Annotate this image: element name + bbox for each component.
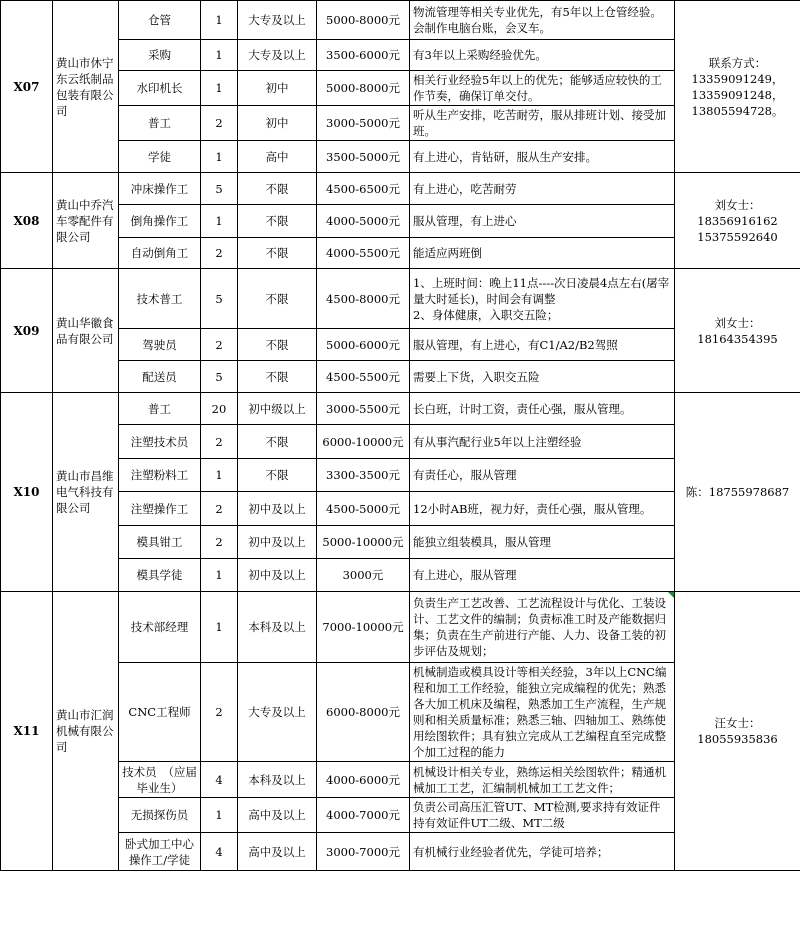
job-requirements: 有3年以上采购经验优先。 — [410, 40, 675, 71]
position-title: 卧式加工中心操作工/学徒 — [119, 833, 201, 871]
salary-range: 5000-10000元 — [317, 526, 410, 559]
salary-range: 6000-8000元 — [317, 663, 410, 762]
contact-line: 15375592640 — [697, 229, 778, 244]
education-requirement: 初中 — [238, 106, 317, 141]
headcount: 2 — [201, 526, 238, 559]
position-title: 无损探伤员 — [119, 798, 201, 833]
job-requirements: 有上进心，吃苦耐劳 — [410, 173, 675, 205]
contact-line: 13359091248， — [691, 87, 784, 102]
job-requirements: 12小时AB班，视力好，责任心强，服从管理。 — [410, 492, 675, 526]
salary-range: 7000-10000元 — [317, 592, 410, 663]
salary-range: 4000-7000元 — [317, 798, 410, 833]
company-code: X07 — [1, 1, 53, 173]
headcount: 1 — [201, 559, 238, 592]
education-requirement: 大专及以上 — [238, 663, 317, 762]
education-requirement: 高中及以上 — [238, 798, 317, 833]
position-title: 技术普工 — [119, 269, 201, 329]
contact-info — [675, 393, 800, 592]
education-requirement: 大专及以上 — [238, 40, 317, 71]
job-requirements: 能独立组装模具，服从管理 — [410, 526, 675, 559]
salary-range: 3500-5000元 — [317, 141, 410, 173]
education-requirement: 不限 — [238, 205, 317, 238]
headcount: 2 — [201, 329, 238, 361]
company-code: X10 — [1, 393, 53, 592]
salary-range: 3000-7000元 — [317, 833, 410, 871]
headcount: 2 — [201, 425, 238, 459]
headcount: 1 — [201, 205, 238, 238]
contact-line: 汪女士：18055935836 — [697, 716, 778, 746]
education-requirement: 不限 — [238, 238, 317, 269]
position-title: 模具钳工 — [119, 526, 201, 559]
salary-range: 4500-5500元 — [317, 361, 410, 393]
position-title: 仓管 — [119, 1, 201, 40]
position-title: 普工 — [119, 106, 201, 141]
headcount: 20 — [201, 393, 238, 425]
headcount: 1 — [201, 141, 238, 173]
table-row — [1, 173, 800, 205]
company-code: X08 — [1, 173, 53, 269]
position-title: 注塑操作工 — [119, 492, 201, 526]
cell-comment-marker-icon — [668, 592, 674, 598]
contact-line: 联系方式： — [708, 55, 767, 70]
contact-line: 13805594728。 — [691, 103, 784, 118]
salary-range: 4000-5000元 — [317, 205, 410, 238]
education-requirement: 本科及以上 — [238, 592, 317, 663]
contact-info — [675, 173, 800, 269]
headcount: 4 — [201, 762, 238, 798]
education-requirement: 不限 — [238, 269, 317, 329]
contact-line: 刘女士：18356916162 — [697, 197, 778, 228]
company-name: 黄山华徽食品有限公司 — [53, 269, 119, 393]
job-requirements: 机械制造或模具设计等相关经验，3年以上CNC编程和加工工作经验，能独立完成编程的优先；熟悉各大加工机床及编程，熟悉加工生产流程，生产规则和相关质量标准；熟悉三轴、四轴加工、熟练使用绘图软件；具有独立完成从工艺编程直至完成整个加工过程的能力 — [410, 663, 675, 762]
salary-range: 4000-5500元 — [317, 238, 410, 269]
contact-info — [675, 269, 800, 393]
salary-range: 4000-6000元 — [317, 762, 410, 798]
position-title: 技术员 （应届毕业生） — [119, 762, 201, 798]
position-title: 倒角操作工 — [119, 205, 201, 238]
headcount: 5 — [201, 361, 238, 393]
education-requirement: 高中及以上 — [238, 833, 317, 871]
salary-range: 3000-5500元 — [317, 393, 410, 425]
job-requirements: 听从生产安排，吃苦耐劳，服从排班计划、接受加班。 — [410, 106, 675, 141]
education-requirement: 初中 — [238, 71, 317, 106]
education-requirement: 不限 — [238, 361, 317, 393]
job-requirements: 相关行业经验5年以上的优先；能够适应较快的工作节奏，确保订单交付。 — [410, 71, 675, 106]
education-requirement: 高中 — [238, 141, 317, 173]
company-code: X11 — [1, 592, 53, 871]
contact-line: 13359091249， — [691, 71, 784, 86]
education-requirement: 初中及以上 — [238, 526, 317, 559]
job-requirements: 有上进心，服从管理 — [410, 559, 675, 592]
table-row — [1, 592, 800, 663]
education-requirement: 初中及以上 — [238, 559, 317, 592]
headcount: 1 — [201, 798, 238, 833]
job-requirements: 负责公司高压汇管UT、MT检测,要求持有效证件持有效证件UT二级、MT二级 — [410, 798, 675, 833]
headcount: 1 — [201, 71, 238, 106]
position-title: 模具学徒 — [119, 559, 201, 592]
position-title: 采购 — [119, 40, 201, 71]
salary-range: 3500-6000元 — [317, 40, 410, 71]
salary-range: 3000-5000元 — [317, 106, 410, 141]
job-requirements: 服从管理，有上进心，有C1/A2/B2驾照 — [410, 329, 675, 361]
company-name: 黄山市休宁东云纸制品包装有限公司 — [53, 1, 119, 173]
position-title: 冲床操作工 — [119, 173, 201, 205]
job-requirements: 有上进心，肯钻研，服从生产安排。 — [410, 141, 675, 173]
table-row — [1, 269, 800, 329]
contact-line: 陈：18755978687 — [685, 485, 790, 499]
job-requirements: 能适应两班倒 — [410, 238, 675, 269]
education-requirement: 不限 — [238, 459, 317, 492]
company-code: X09 — [1, 269, 53, 393]
salary-range: 5000-8000元 — [317, 71, 410, 106]
position-title: 注塑粉料工 — [119, 459, 201, 492]
headcount: 5 — [201, 269, 238, 329]
headcount: 2 — [201, 238, 238, 269]
headcount: 2 — [201, 663, 238, 762]
company-name: 黄山中乔汽车零配件有限公司 — [53, 173, 119, 269]
job-requirements: 服从管理，有上进心 — [410, 205, 675, 238]
salary-range: 4500-5000元 — [317, 492, 410, 526]
job-requirements: 物流管理等相关专业优先，有5年以上仓管经验。会制作电脑台账，会叉车。 — [410, 1, 675, 40]
job-requirements: 需要上下货，入职交五险 — [410, 361, 675, 393]
company-name: 黄山市昌维电气科技有限公司 — [53, 393, 119, 592]
position-title: 学徒 — [119, 141, 201, 173]
headcount: 1 — [201, 459, 238, 492]
job-requirements: 长白班，计时工资，责任心强，服从管理。 — [410, 393, 675, 425]
position-title: 水印机长 — [119, 71, 201, 106]
position-title: 注塑技术员 — [119, 425, 201, 459]
contact-info — [675, 1, 800, 173]
salary-range: 5000-6000元 — [317, 329, 410, 361]
position-title: CNC工程师 — [119, 663, 201, 762]
headcount: 2 — [201, 492, 238, 526]
job-requirements: 有从事汽配行业5年以上注塑经验 — [410, 425, 675, 459]
headcount: 1 — [201, 592, 238, 663]
job-requirements: 1、上班时间：晚上11点----次日凌晨4点左右(屠宰量大时延长)，时间会有调整 2、身体健康，入职交五险； — [410, 269, 675, 329]
job-requirements: 有责任心，服从管理 — [410, 459, 675, 492]
job-requirements: 机械设计相关专业，熟练运相关绘图软件；精通机械加工工艺，汇编制机械加工工艺文件； — [410, 762, 675, 798]
position-title: 驾驶员 — [119, 329, 201, 361]
education-requirement: 不限 — [238, 173, 317, 205]
headcount: 5 — [201, 173, 238, 205]
salary-range: 3000元 — [317, 559, 410, 592]
position-title: 自动倒角工 — [119, 238, 201, 269]
contact-line: 刘女士：18164354395 — [697, 315, 778, 346]
education-requirement: 初中及以上 — [238, 492, 317, 526]
headcount: 1 — [201, 1, 238, 40]
table-row — [1, 393, 800, 425]
salary-range: 5000-8000元 — [317, 1, 410, 40]
company-name: 黄山市汇润机械有限公司 — [53, 592, 119, 871]
education-requirement: 初中级以上 — [238, 393, 317, 425]
position-title: 技术部经理 — [119, 592, 201, 663]
position-title: 普工 — [119, 393, 201, 425]
job-listings-body — [1, 1, 800, 871]
salary-range: 4500-6500元 — [317, 173, 410, 205]
salary-range: 3300-3500元 — [317, 459, 410, 492]
education-requirement: 不限 — [238, 425, 317, 459]
salary-range: 6000-10000元 — [317, 425, 410, 459]
headcount: 4 — [201, 833, 238, 871]
job-requirements: 负责生产工艺改善、工艺流程设计与优化、工装设计、工艺文件的编制；负责标准工时及产能数据归集；负责在生产前进行产能、人力、设备工装的初步评估及规划； — [410, 592, 675, 663]
education-requirement: 本科及以上 — [238, 762, 317, 798]
headcount: 2 — [201, 106, 238, 141]
headcount: 1 — [201, 40, 238, 71]
table-row — [1, 1, 800, 40]
salary-range: 4500-8000元 — [317, 269, 410, 329]
education-requirement: 大专及以上 — [238, 1, 317, 40]
job-requirements: 有机械行业经验者优先，学徒可培养； — [410, 833, 675, 871]
education-requirement: 不限 — [238, 329, 317, 361]
position-title: 配送员 — [119, 361, 201, 393]
contact-info — [675, 592, 800, 871]
